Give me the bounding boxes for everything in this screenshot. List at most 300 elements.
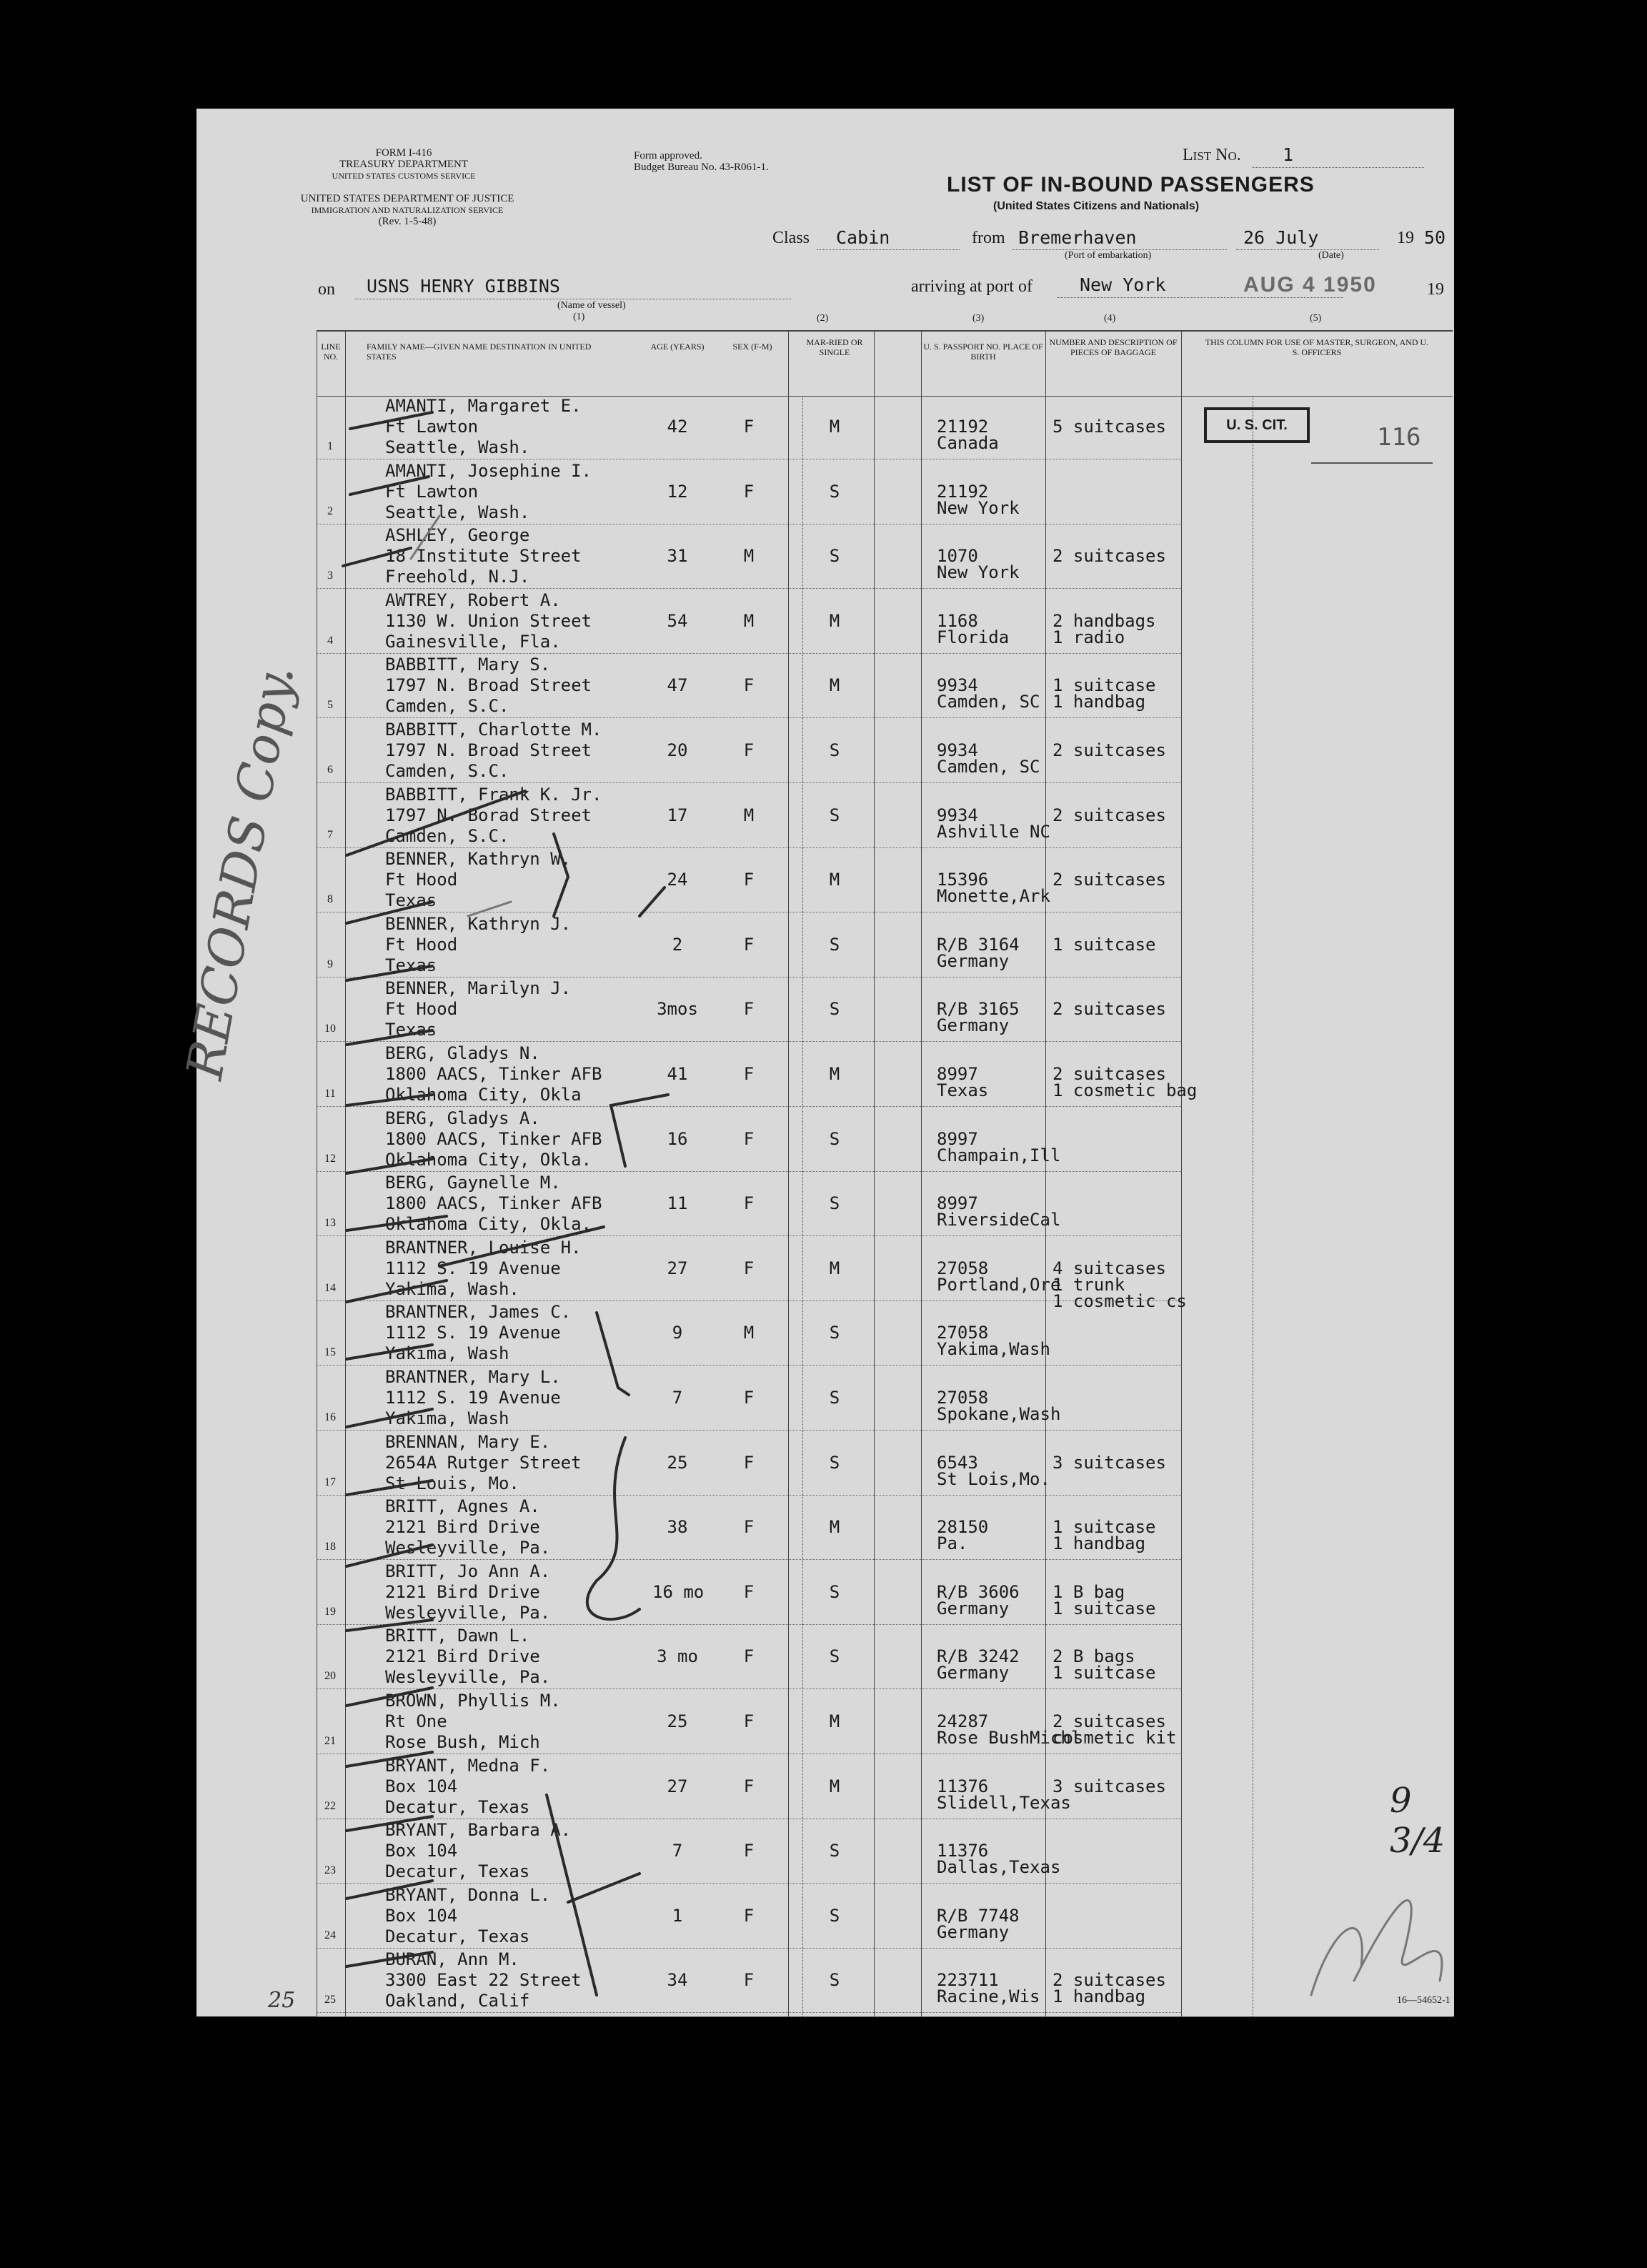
destination-city: Yakima, Wash. xyxy=(385,1278,519,1299)
passenger-name: ASHLEY, George xyxy=(385,525,530,546)
row-divider xyxy=(317,977,1181,978)
marital-status: M xyxy=(829,675,840,696)
marital-status: S xyxy=(829,1841,840,1861)
col-header-sex: SEX (F-M) xyxy=(732,342,772,352)
line-number: 25 xyxy=(324,1994,336,2006)
age: 7 xyxy=(672,1388,683,1408)
passenger-row xyxy=(317,461,1453,525)
passenger-row xyxy=(317,1949,1453,2014)
footer-code: 16—54652-1 xyxy=(1397,1995,1451,2006)
line-number: 8 xyxy=(327,893,333,906)
marital-status: M xyxy=(829,1258,840,1278)
passenger-row xyxy=(317,849,1453,913)
line-number: 18 xyxy=(324,1541,336,1553)
row-divider xyxy=(317,653,1181,654)
marital-status: M xyxy=(829,1517,840,1538)
line-number: 19 xyxy=(324,1605,336,1618)
passport-number: 1168 xyxy=(937,610,978,631)
passenger-row xyxy=(317,525,1453,590)
sex: F xyxy=(743,1970,755,1991)
destination-street: 2654A Rutger Street xyxy=(385,1452,582,1473)
line-number: 5 xyxy=(327,699,333,712)
sex: F xyxy=(743,1388,755,1408)
age: 3 mo xyxy=(657,1646,698,1667)
passenger-row xyxy=(317,785,1453,849)
passenger-row xyxy=(317,590,1453,655)
place-of-birth: Germany xyxy=(937,1663,1010,1683)
passenger-name: BERG, Gladys A. xyxy=(385,1108,540,1128)
row-divider xyxy=(317,717,1181,718)
line-number: 4 xyxy=(327,634,333,647)
baggage-line-1: 4 suitcases xyxy=(1053,1258,1166,1278)
passport-number: R/B 3165 xyxy=(937,999,1020,1020)
passport-number: 27058 xyxy=(937,1388,989,1408)
destination-city: Decatur, Texas xyxy=(385,1861,530,1882)
row-divider xyxy=(317,1041,1181,1042)
list-number: 1 xyxy=(1283,144,1294,165)
port-caption: (Port of embarkation) xyxy=(1065,250,1152,261)
place-of-birth: Monette,Ark xyxy=(937,886,1050,907)
marital-status: M xyxy=(829,610,840,631)
destination-street: 1130 W. Union Street xyxy=(385,610,592,631)
line-number: 16 xyxy=(324,1411,336,1423)
baggage-line-1: 1 suitcase xyxy=(1053,1517,1156,1538)
passenger-name: BRITT, Dawn L. xyxy=(385,1626,530,1646)
baggage-line-2: 1 suitcase xyxy=(1053,1598,1156,1618)
row-divider xyxy=(317,1495,1181,1496)
date-value: 26 July xyxy=(1243,227,1319,248)
col-number-2: (2) xyxy=(817,313,829,324)
class-value: Cabin xyxy=(836,227,890,248)
col-header-name: FAMILY NAME—GIVEN NAME DESTINATION IN UNITED STATES xyxy=(367,342,592,362)
age: 42 xyxy=(667,417,688,437)
age: 9 xyxy=(672,1323,683,1343)
marital-status: S xyxy=(829,1646,840,1667)
destination-street: 18 Institute Street xyxy=(385,546,582,567)
sex: M xyxy=(743,805,755,825)
baggage-line-3: 1 cosmetic cs xyxy=(1053,1290,1187,1311)
age: 41 xyxy=(667,1064,688,1084)
marital-status: S xyxy=(829,1905,840,1926)
arriving-label: arriving at port of xyxy=(911,277,1033,296)
row-divider xyxy=(317,1624,1181,1625)
destination-city: Oklahoma City, Okla xyxy=(385,1085,582,1105)
destination-street: 2121 Bird Drive xyxy=(385,1581,540,1602)
destination-street: Box 104 xyxy=(385,1841,458,1861)
baggage-line-2: cosmetic kit xyxy=(1053,1728,1177,1748)
row-divider xyxy=(317,1106,1181,1107)
list-no-label: List No. xyxy=(1183,146,1241,164)
sex: F xyxy=(743,934,755,955)
destination-city: Gainesville, Fla. xyxy=(385,631,561,652)
sex: F xyxy=(743,1711,755,1731)
marital-status: M xyxy=(829,1776,840,1796)
baggage-line-1: 2 suitcases xyxy=(1053,1711,1166,1731)
col-number-5: (5) xyxy=(1310,313,1322,324)
destination-street: 2121 Bird Drive xyxy=(385,1517,540,1538)
passport-number: 8997 xyxy=(937,1128,978,1149)
passport-number: 8997 xyxy=(937,1064,978,1084)
age: 27 xyxy=(667,1776,688,1796)
destination-city: Freehold, N.J. xyxy=(385,567,530,587)
from-value: Bremerhaven xyxy=(1018,227,1137,248)
passenger-name: BRANTNER, Louise H. xyxy=(385,1237,582,1258)
passenger-name: AMANTI, Josephine I. xyxy=(385,460,592,481)
form-approved: Form approved. xyxy=(634,150,702,161)
marital-status: S xyxy=(829,1323,840,1343)
passenger-name: AWTREY, Robert A. xyxy=(385,590,561,610)
passenger-row xyxy=(317,1173,1453,1237)
place-of-birth: Champain,Ill xyxy=(937,1145,1061,1165)
destination-city: Rose Bush, Mich xyxy=(385,1732,540,1752)
age: 24 xyxy=(667,870,688,890)
line-number: 3 xyxy=(327,570,333,582)
destination-city: Wesleyville, Pa. xyxy=(385,1538,551,1558)
page-title: LIST OF IN-BOUND PASSENGERS xyxy=(947,173,1315,197)
passport-number: 9934 xyxy=(937,740,978,760)
row-divider xyxy=(317,1430,1181,1431)
sex: F xyxy=(743,1646,755,1667)
place-of-birth: St Lois,Mo. xyxy=(937,1468,1050,1489)
marital-status: S xyxy=(829,1452,840,1473)
records-copy-note: RECORDS Copy. xyxy=(175,660,306,1084)
line-number: 12 xyxy=(324,1152,336,1165)
passenger-name: BROWN, Phyllis M. xyxy=(385,1691,561,1711)
baggage-line-1: 2 suitcases xyxy=(1053,740,1166,760)
sex: F xyxy=(743,1193,755,1214)
age: 17 xyxy=(667,805,688,825)
baggage-line-1: 3 suitcases xyxy=(1053,1776,1166,1796)
destination-street: 1797 N. Broad Street xyxy=(385,675,592,696)
destination-city: Camden, S.C. xyxy=(385,825,509,846)
destination-city: Decatur, Texas xyxy=(385,1926,530,1946)
destination-street: Ft Lawton xyxy=(385,481,479,502)
destination-city: Texas xyxy=(385,890,437,911)
passport-number: 11376 xyxy=(937,1841,989,1861)
vessel-name: USNS HENRY GIBBINS xyxy=(367,276,560,297)
corner-note: 9 3/4 xyxy=(1390,1781,1446,1861)
marital-status: S xyxy=(829,999,840,1020)
destination-city: Decatur, Texas xyxy=(385,1796,530,1817)
year-value: 50 xyxy=(1424,227,1446,248)
col-number-4: (4) xyxy=(1104,313,1116,324)
place-of-birth: New York xyxy=(937,497,1020,518)
passenger-name: BURAN, Ann M. xyxy=(385,1949,519,1970)
baggage-line-2: 1 handbag xyxy=(1053,1986,1146,2007)
sex: F xyxy=(743,740,755,760)
passenger-row xyxy=(317,1561,1453,1626)
passenger-name: BRANTNER, James C. xyxy=(385,1302,572,1323)
sex: F xyxy=(743,1517,755,1538)
passenger-name: BENNER, Marilyn J. xyxy=(385,978,572,999)
place-of-birth: Camden, SC xyxy=(937,692,1040,712)
sex: F xyxy=(743,1581,755,1602)
sex: F xyxy=(743,1258,755,1278)
place-of-birth: Dallas,Texas xyxy=(937,1857,1061,1878)
destination-street: 3300 East 22 Street xyxy=(385,1970,582,1991)
baggage-line-1: 2 suitcases xyxy=(1053,546,1166,567)
destination-city: Wesleyville, Pa. xyxy=(385,1602,551,1623)
baggage-line-1: 2 suitcases xyxy=(1053,805,1166,825)
sex: F xyxy=(743,1128,755,1149)
form-number: FORM I-416 xyxy=(375,147,432,159)
destination-street: 1797 N. Borad Street xyxy=(385,805,592,825)
page-subtitle: (United States Citizens and Nationals) xyxy=(993,200,1200,212)
baggage-line-2: 1 radio xyxy=(1053,627,1125,647)
baggage-line-1: 1 B bag xyxy=(1053,1581,1125,1602)
marital-status: S xyxy=(829,1581,840,1602)
place-of-birth: Canada xyxy=(937,433,999,453)
age: 1 xyxy=(672,1905,683,1926)
marital-status: S xyxy=(829,1128,840,1149)
passenger-name: BENNER, Kathryn J. xyxy=(385,913,572,934)
passenger-count-mark: 116 xyxy=(1377,423,1421,452)
age: 20 xyxy=(667,740,688,760)
marital-status: M xyxy=(829,1064,840,1084)
age: 16 mo xyxy=(652,1581,705,1602)
line-number: 17 xyxy=(324,1476,336,1488)
line-number: 23 xyxy=(324,1864,336,1877)
row-divider xyxy=(317,1883,1181,1884)
passport-number: R/B 3242 xyxy=(937,1646,1020,1667)
passenger-name: BRYANT, Barbara A. xyxy=(385,1820,572,1841)
sex: F xyxy=(743,417,755,437)
marital-status: S xyxy=(829,546,840,567)
marital-status: S xyxy=(829,740,840,760)
customs-service: UNITED STATES CUSTOMS SERVICE xyxy=(332,171,476,181)
passport-number: 21192 xyxy=(937,481,989,502)
passport-number: 9934 xyxy=(937,805,978,825)
passport-number: 27058 xyxy=(937,1258,989,1278)
line-number: 6 xyxy=(327,764,333,776)
marital-status: S xyxy=(829,1970,840,1991)
age: 16 xyxy=(667,1128,688,1149)
place-of-birth: Ashville NC xyxy=(937,821,1050,842)
line-number: 24 xyxy=(324,1929,336,1941)
passport-number: 8997 xyxy=(937,1193,978,1214)
from-label: from xyxy=(972,229,1005,247)
passenger-name: BRITT, Jo Ann A. xyxy=(385,1561,551,1581)
destination-street: 1112 S. 19 Avenue xyxy=(385,1323,561,1343)
passenger-name: BRYANT, Donna L. xyxy=(385,1884,551,1905)
destination-city: Texas xyxy=(385,1020,437,1040)
destination-street: 1800 AACS, Tinker AFB xyxy=(385,1193,602,1214)
place-of-birth: Rose BushMichl xyxy=(937,1728,1082,1748)
place-of-birth: RiversideCal xyxy=(937,1210,1061,1230)
passenger-row xyxy=(317,1691,1453,1755)
line-number: 7 xyxy=(327,828,333,841)
passport-number: 24287 xyxy=(937,1711,989,1731)
passport-number: 1070 xyxy=(937,546,978,567)
col-header-officers: THIS COLUMN FOR USE OF MASTER, SURGEON, AND U. S. OFFICERS xyxy=(1205,337,1429,357)
marital-status: M xyxy=(829,417,840,437)
passenger-row xyxy=(317,1756,1453,1820)
line-number: 22 xyxy=(324,1799,336,1812)
year-prefix: 19 xyxy=(1397,229,1414,247)
baggage-line-2: 1 cosmetic bag xyxy=(1053,1080,1198,1100)
place-of-birth: Pa. xyxy=(937,1533,968,1554)
col-number-3: (3) xyxy=(972,313,985,324)
on-label: on xyxy=(318,280,335,299)
passenger-name: BERG, Gaynelle M. xyxy=(385,1173,561,1193)
baggage-line-1: 2 suitcases xyxy=(1053,999,1166,1020)
passport-number: 28150 xyxy=(937,1517,989,1538)
marital-status: M xyxy=(829,870,840,890)
line-number: 1 xyxy=(327,440,333,452)
line-number: 9 xyxy=(327,958,333,970)
age: 7 xyxy=(672,1841,683,1861)
age: 31 xyxy=(667,546,688,567)
manifest-page xyxy=(175,109,1454,2016)
arrival-port: New York xyxy=(1080,274,1166,295)
passenger-name: BABBITT, Mary S. xyxy=(385,655,551,675)
col-header-passport: U. S. PASSPORT NO. PLACE OF BIRTH xyxy=(923,342,1043,362)
row-divider xyxy=(317,1948,1181,1949)
row-divider xyxy=(317,1365,1181,1366)
vessel-caption: (Name of vessel) xyxy=(557,300,626,311)
row-divider xyxy=(317,847,1181,848)
destination-city: Camden, S.C. xyxy=(385,761,509,781)
row-divider xyxy=(317,1688,1181,1689)
line-number: 10 xyxy=(324,1023,336,1035)
baggage-line-2: 1 suitcase xyxy=(1053,1663,1156,1683)
baggage-line-1: 1 suitcase xyxy=(1053,934,1156,955)
place-of-birth: Texas xyxy=(937,1080,989,1100)
baggage-line-1: 2 suitcases xyxy=(1053,870,1166,890)
age: 25 xyxy=(667,1711,688,1731)
marital-status: S xyxy=(829,934,840,955)
place-of-birth: Camden, SC xyxy=(937,757,1040,777)
sex: F xyxy=(743,1841,755,1861)
passport-number: R/B 3606 xyxy=(937,1581,1020,1602)
place-of-birth: Florida xyxy=(937,627,1010,647)
passenger-name: BERG, Gladys N. xyxy=(385,1043,540,1063)
baggage-line-1: 2 suitcases xyxy=(1053,1970,1166,1991)
destination-street: 1112 S. 19 Avenue xyxy=(385,1258,561,1278)
col-header-baggage: NUMBER AND DESCRIPTION OF PIECES OF BAGGAGE xyxy=(1049,337,1178,357)
year-suffix: 19 xyxy=(1427,280,1444,299)
destination-street: Ft Lawton xyxy=(385,417,479,437)
baggage-line-1: 3 suitcases xyxy=(1053,1452,1166,1473)
us-citizen-stamp: U. S. CIT. xyxy=(1204,407,1310,443)
passenger-name: AMANTI, Margaret E. xyxy=(385,396,582,416)
row-divider xyxy=(317,782,1181,783)
age: 34 xyxy=(667,1970,688,1991)
form-revision: (Rev. 1-5-48) xyxy=(378,216,437,227)
row-divider xyxy=(317,2012,1181,2013)
sex: M xyxy=(743,610,755,631)
destination-street: 1800 AACS, Tinker AFB xyxy=(385,1064,602,1084)
place-of-birth: Yakima,Wash xyxy=(937,1339,1050,1360)
passenger-row xyxy=(317,1820,1453,1884)
marital-status: S xyxy=(829,805,840,825)
passenger-row xyxy=(317,1108,1453,1173)
marital-status: S xyxy=(829,1193,840,1214)
passport-number: R/B 7748 xyxy=(937,1905,1020,1926)
marital-status: S xyxy=(829,1388,840,1408)
place-of-birth: Germany xyxy=(937,1598,1010,1618)
destination-city: Texas xyxy=(385,955,437,975)
passenger-row xyxy=(317,978,1453,1043)
place-of-birth: Spokane,Wash xyxy=(937,1404,1061,1424)
passport-number: 27058 xyxy=(937,1323,989,1343)
line-number: 13 xyxy=(324,1217,336,1230)
passenger-row xyxy=(317,1043,1453,1108)
col-header-married: MAR-RIED OR SINGLE xyxy=(806,337,863,357)
age: 38 xyxy=(667,1517,688,1538)
passenger-row xyxy=(317,1302,1453,1366)
passenger-row xyxy=(317,1367,1453,1431)
passport-number: 15396 xyxy=(937,870,989,890)
date-caption: (Date) xyxy=(1318,250,1344,261)
col-header-line: LINE NO. xyxy=(321,342,341,362)
age: 12 xyxy=(667,481,688,502)
marital-status: M xyxy=(829,1711,840,1731)
baggage-line-1: 2 suitcases xyxy=(1053,1064,1166,1084)
line-number: 21 xyxy=(324,1735,336,1747)
class-label: Class xyxy=(772,229,810,247)
treasury-department: TREASURY DEPARTMENT xyxy=(339,159,469,170)
passenger-row xyxy=(317,1496,1453,1561)
destination-city: Oakland, Calif xyxy=(385,1991,530,2011)
vessel-column-number: (1) xyxy=(573,312,585,322)
passport-number: 6543 xyxy=(937,1452,978,1473)
row-divider xyxy=(317,1559,1181,1560)
age: 25 xyxy=(667,1452,688,1473)
place-of-birth: New York xyxy=(937,562,1020,583)
destination-street: 1112 S. 19 Avenue xyxy=(385,1388,561,1408)
passenger-name: BRANTNER, Mary L. xyxy=(385,1367,561,1387)
immigration-service: IMMIGRATION AND NATURALIZATION SERVICE xyxy=(311,205,504,215)
place-of-birth: Germany xyxy=(937,1015,1010,1036)
justice-department: UNITED STATES DEPARTMENT OF JUSTICE xyxy=(300,193,514,204)
passenger-row xyxy=(317,914,1453,978)
sex: F xyxy=(743,1905,755,1926)
baggage-line-2: 1 trunk xyxy=(1053,1274,1125,1295)
age: 2 xyxy=(672,934,683,955)
row-divider xyxy=(317,1300,1181,1301)
col-header-age: AGE (YEARS) xyxy=(650,342,705,352)
tally-note: 25 xyxy=(268,1988,296,2013)
passport-number: R/B 3164 xyxy=(937,934,1020,955)
passenger-name: BABBITT, Charlotte M. xyxy=(385,720,602,740)
destination-street: Rt One xyxy=(385,1711,447,1731)
row-divider xyxy=(317,588,1181,589)
passenger-row xyxy=(317,1626,1453,1690)
age: 47 xyxy=(667,675,688,696)
destination-street: 1800 AACS, Tinker AFB xyxy=(385,1128,602,1149)
passenger-row xyxy=(317,1885,1453,1949)
passenger-name: BRYANT, Medna F. xyxy=(385,1755,551,1776)
passenger-row xyxy=(317,1432,1453,1496)
passport-number: 21192 xyxy=(937,417,989,437)
destination-city: St Louis, Mo. xyxy=(385,1473,519,1493)
destination-street: 2121 Bird Drive xyxy=(385,1646,540,1667)
destination-street: Ft Hood xyxy=(385,934,458,955)
destination-city: Seattle, Wash. xyxy=(385,437,530,457)
passport-number: 11376 xyxy=(937,1776,989,1796)
sex: F xyxy=(743,675,755,696)
passport-number: 9934 xyxy=(937,675,978,696)
passenger-row xyxy=(317,655,1453,719)
sex: F xyxy=(743,481,755,502)
destination-city: Yakima, Wash xyxy=(385,1408,509,1428)
row-divider xyxy=(317,1171,1181,1172)
marital-status: S xyxy=(829,481,840,502)
sex: F xyxy=(743,1064,755,1084)
arrival-date-stamp: AUG 4 1950 xyxy=(1243,273,1377,297)
destination-city: Oklahoma City, Okla. xyxy=(385,1149,592,1170)
